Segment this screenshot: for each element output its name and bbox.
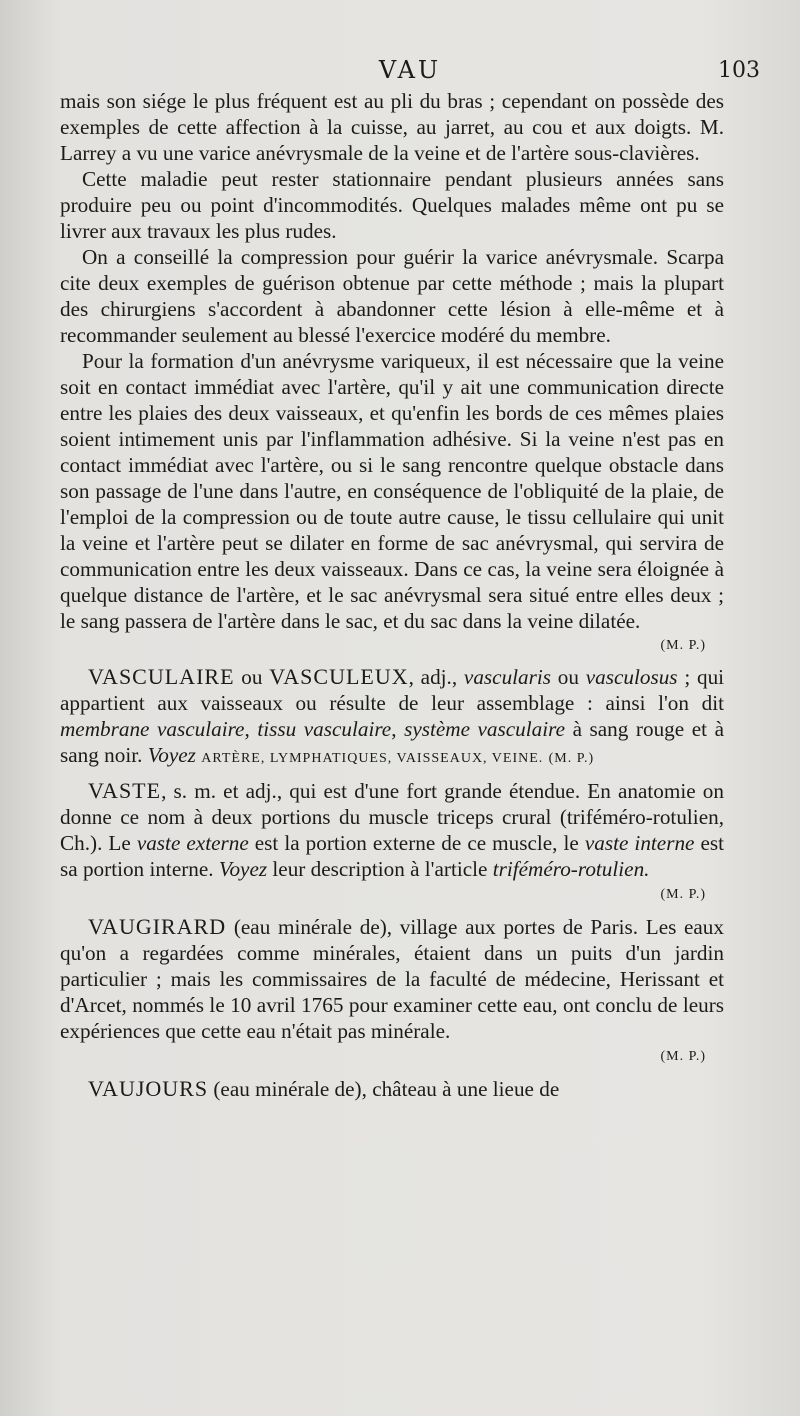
page-number: 103 [718,58,760,83]
definition: ; qui appartient aux vaisseaux ou résulte de leur assemblage : ainsi l'on dit [60,665,725,715]
conjunction: ou [241,665,263,689]
anatomy-term: vaste interne [584,831,695,855]
grammar-note: , adj., [408,665,458,689]
separator: , [244,717,250,741]
author-signature: (M. P.) [548,751,595,766]
body-text [60,88,724,1102]
cross-reference-label: Voyez [218,857,268,881]
author-signature: (M. P.) [660,638,706,653]
entry-headword: VAUGIRARD [88,914,227,939]
definition: , qui est d'une fort grande étendue. En anatomie on donne ce nom à deux portions du muscle triceps crural (triféméro-rotulien, Ch.). Le [60,779,724,855]
entry-headword: VASCULAIRE [88,664,235,689]
latin-term: vascularis [463,665,552,689]
grammar-note: , s. m. et adj. [161,779,277,803]
author-signature: (M. P.) [660,1049,706,1064]
entry-vaujours [60,1076,724,1102]
running-title: VAU [378,56,442,84]
paragraph-continuation: mais son siége le plus fréquent est au pli du bras ; cependant on possède des exemples de cette affection à la cuisse, au jarret, au cou et aux doigts. M. Larrey a vu une varice anévrysmale de la veine et de l'artère sous-clavières. [60,89,724,165]
entry-vasculaire [60,664,724,772]
anatomy-term: triféméro-rotulien. [492,857,650,881]
entry-headword: VAUJOURS [88,1076,209,1101]
separator: , [391,717,397,741]
definition: à sang rouge et à sang noir. [60,717,724,767]
entry-vaugirard [60,914,724,1044]
conjunction: ou [557,665,579,689]
paragraph-stationnaire: Cette maladie peut rester stationnaire pendant plusieurs années sans produire peu ou point d'incommodités. Quelques malades même ont pu se livrer aux travaux les plus rudes. [60,167,724,243]
example-term: tissu vasculaire [257,717,392,741]
entry-headword-variant: VASCULEUX [269,664,409,689]
definition: (eau minérale de), château à une lieue de [213,1077,560,1101]
running-header [60,54,760,88]
definition: (eau minérale de), village aux portes de Paris. Les eaux qu'on a regardées comme minérales, étaient dans un puits d'un jardin particulier ; mais les commissaires de la faculté de médecine, Herissant et d'Arcet, nommés le 10 avril 1765 pour examiner cette eau, ont conclu de leurs expériences que cette eau n'était pas minérale. [60,915,724,1043]
entry-vaste [60,778,724,882]
example-term: système vasculaire [404,717,565,741]
paragraph-compression: On a conseillé la compression pour guérir la varice anévrysmale. Scarpa cite deux exemples de guérison obtenue par cette méthode ; mais la plupart des chirurgiens s'accordent à abandonner cette lésion à elle-même et à recommander seulement au blessé l'exercice modéré du membre. [60,245,724,347]
definition: est la portion externe de ce muscle, le [254,831,579,855]
latin-term: vasculosus [585,665,678,689]
cross-reference-label: Voyez [147,743,196,767]
cross-references: ARTÈRE, LYMPHATIQUES, VAISSEAUX, VEINE. [201,751,544,766]
definition: est sa portion interne. [60,831,725,881]
author-signature: (M. P.) [660,887,706,902]
anatomy-term: vaste externe [136,831,249,855]
definition: leur description à l'article [272,857,488,881]
entry-headword: VASTE [88,778,162,803]
paragraph-formation: Pour la formation d'un anévrysme variqueux, il est nécessaire que la veine soit en contact immédiat avec l'artère, qu'il y ait une communication directe entre les plaies des deux vaisseaux, et qu'enfin les bords de ces mêmes plaies soient intimement unis par l'inflammation adhésive. Si la veine n'est pas en contact immédiat avec l'artère, ou si le sang rencontre quelque obstacle dans son passage de l'une dans l'autre, en conséquence de l'obliquité de la plaie, de l'emploi de la compression ou de toute autre cause, le tissu cellulaire qui unit la veine et l'artère peut se dilater en forme de sac anévrysmal, qui servira de communication entre les deux vaisseaux. Dans ce cas, la veine sera éloignée à quelque distance de l'artère, et le sac anévrysmal sera situé entre elles deux ; le sang passera de l'artère dans le sac, et du sac dans la veine dilatée. [60,349,724,633]
example-term: membrane vasculaire [60,717,245,741]
